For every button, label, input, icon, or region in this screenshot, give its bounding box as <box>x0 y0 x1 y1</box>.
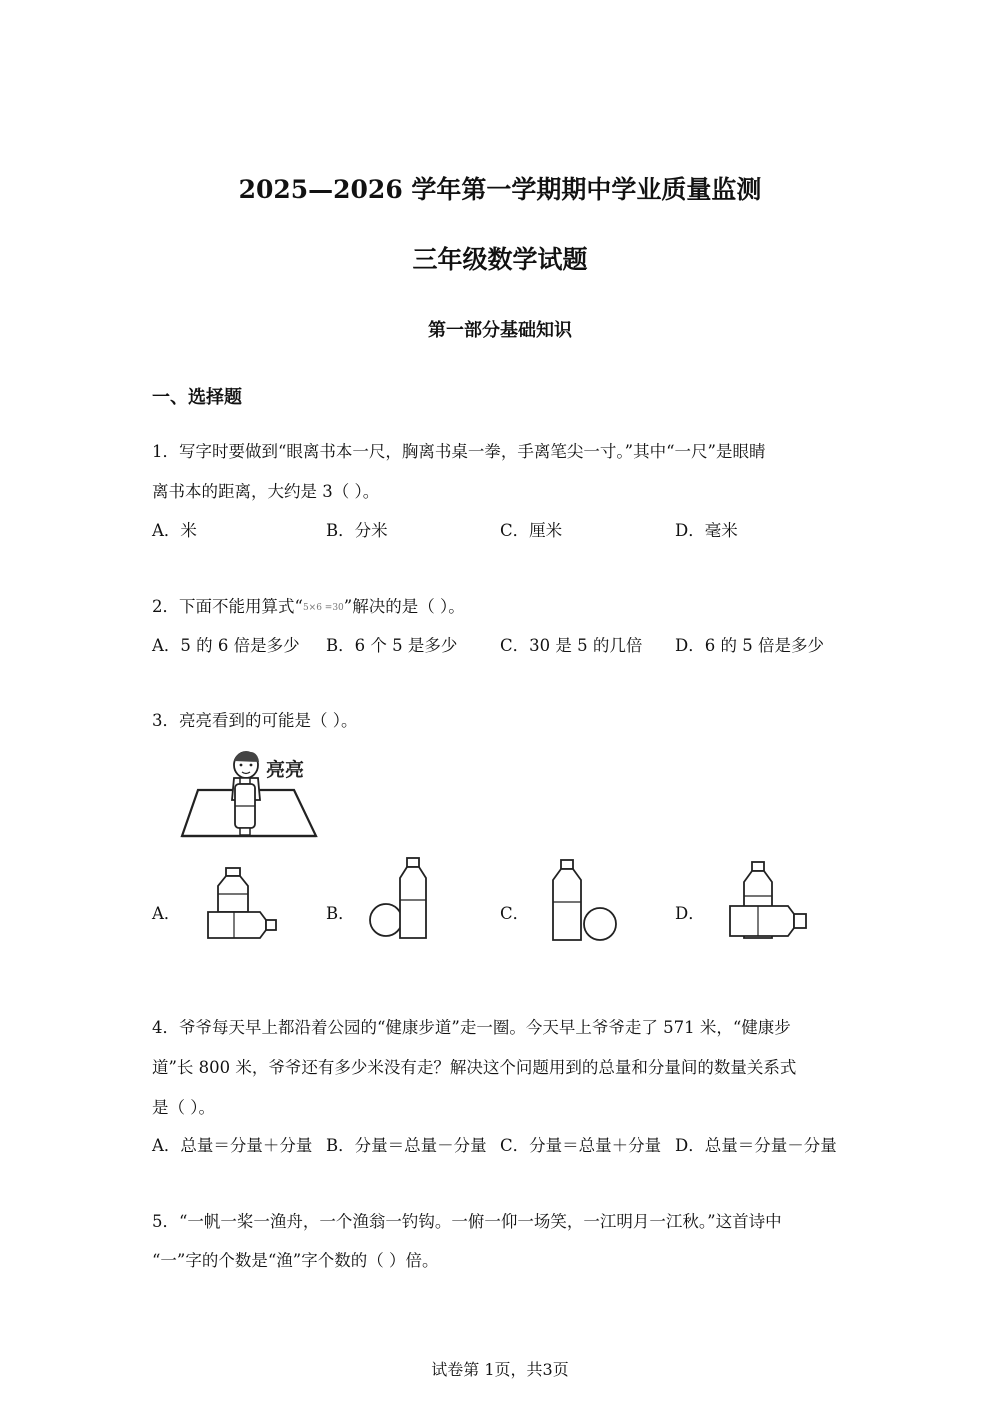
question-4-line-1: 4．爷爷每天早上都沿着公园的“健康步道”走一圈。今天早上爷爷走了 571 米，“健康步 <box>152 1018 791 1037</box>
question-2-option-d: D．6 的 5 倍是多少 <box>675 636 824 655</box>
part-heading: 第一部分基础知识 <box>428 320 572 341</box>
option-a-bottles-figure <box>204 864 284 940</box>
question-1-option-a: A．米 <box>152 521 197 540</box>
option-c-bottles-figure <box>546 858 618 942</box>
question-4-option-d: D．总量＝分量－分量 <box>675 1136 837 1155</box>
question-3-option-b: B． <box>326 904 355 923</box>
question-1-option-d: D．毫米 <box>675 521 738 540</box>
formula-image: 5×6 =30 <box>302 603 344 613</box>
question-4-option-b: B．分量＝总量－分量 <box>326 1136 487 1155</box>
question-2-stem-pre: 2．下面不能用算式“ <box>152 597 303 616</box>
question-2-stem-post: ”解决的是（ ）。 <box>343 597 465 616</box>
question-4-option-c: C．分量＝总量＋分量 <box>500 1136 662 1155</box>
question-3-option-a: A． <box>152 904 181 923</box>
section-heading: 一、选择题 <box>152 387 242 408</box>
question-1-line-2: 离书本的距离，大约是 3（ ）。 <box>152 482 380 501</box>
exam-subtitle: 三年级数学试题 <box>412 245 588 274</box>
question-5-line-2: “一”字的个数是“渔”字个数的（ ）倍。 <box>152 1251 439 1270</box>
question-4-option-a: A．总量＝分量＋分量 <box>152 1136 313 1155</box>
exam-title: 2025—2026 学年第一学期期中学业质量监测 <box>238 175 762 204</box>
question-2-stem <box>152 593 465 617</box>
question-1-option-b: B．分米 <box>326 521 388 540</box>
question-2-option-b: B．6 个 5 是多少 <box>326 636 458 655</box>
question-3-option-d: D． <box>675 904 705 923</box>
option-b-bottles-figure <box>368 856 440 940</box>
question-2-option-c: C．30 是 5 的几倍 <box>500 636 643 655</box>
question-4-line-2: 道”长 800 米，爷爷还有多少米没有走？解决这个问题用到的总量和分量间的数量关系式 <box>152 1058 797 1077</box>
question-3-option-c: C． <box>500 904 530 923</box>
liangliang-scene-figure <box>176 748 326 844</box>
page-footer: 试卷第 1页，共3页 <box>431 1360 569 1379</box>
question-5-line-1: 5．“一帆一桨一渔舟，一个渔翁一钓钩。一俯一仰一场笑，一江明月一江秋。”这首诗中 <box>152 1212 782 1231</box>
option-d-bottles-figure <box>724 860 810 942</box>
liangliang-label: 亮亮 <box>266 759 305 781</box>
question-1-option-c: C．厘米 <box>500 521 563 540</box>
question-3-stem: 3．亮亮看到的可能是（ ）。 <box>152 711 358 730</box>
question-2-option-a: A．5 的 6 倍是多少 <box>152 636 300 655</box>
question-1-line-1: 1．写字时要做到“眼离书本一尺，胸离书桌一拳，手离笔尖一寸。”其中“一尺”是眼睛 <box>152 442 766 461</box>
question-4-line-3: 是（ ）。 <box>152 1098 215 1117</box>
